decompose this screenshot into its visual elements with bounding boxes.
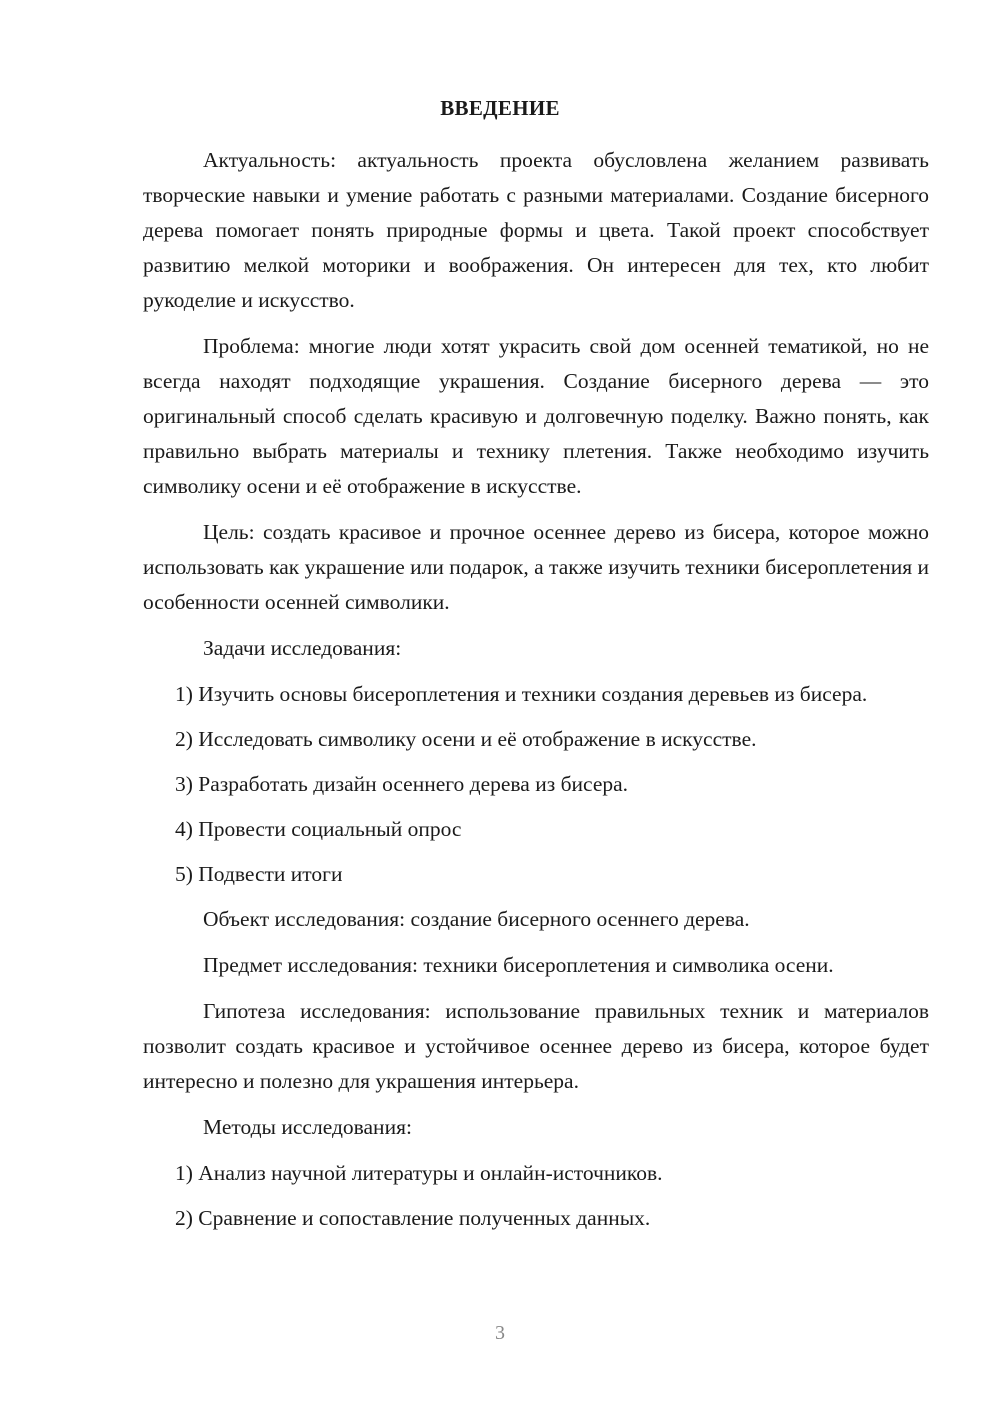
task-item-5: 5) Подвести итоги: [175, 862, 343, 886]
page-number: 3: [495, 1322, 505, 1344]
tasks-list: [143, 677, 929, 892]
paragraph-problem: Проблема: многие люди хотят украсить свой дом осенней тематикой, но не всегда находят подходящие украшения. Создание бисерного дерева — это оригинальный способ сделать красивую и долговечную поделку. Важно понять, как правильно выбрать материалы и технику плетения. Также необходимо изучить символику осени и её отображение в искусстве.: [143, 334, 929, 498]
task-item-3: 3) Разработать дизайн осеннего дерева из бисера.: [175, 772, 629, 796]
task-item-2: 2) Исследовать символику осени и её отображение в искусстве.: [175, 727, 757, 751]
method-item-2: 2) Сравнение и сопоставление полученных данных.: [175, 1206, 651, 1230]
task-item-1: 1) Изучить основы бисероплетения и техники создания деревьев из бисера.: [175, 682, 868, 706]
methods-list: [143, 1156, 929, 1236]
paragraph-subject: Предмет исследования: техники бисероплетения и символика осени.: [203, 953, 834, 977]
methods-heading: Методы исследования:: [203, 1115, 412, 1139]
method-item-1: 1) Анализ научной литературы и онлайн-источников.: [175, 1161, 663, 1185]
section-title: ВВЕДЕНИЕ: [440, 96, 560, 120]
paragraph-object: Объект исследования: создание бисерного осеннего дерева.: [203, 907, 750, 931]
paragraph-goal: Цель: создать красивое и прочное осеннее дерево из бисера, которое можно использовать как украшение или подарок, а также изучить техники бисероплетения и особенности осенней символики.: [143, 520, 929, 614]
paragraph-relevance: Актуальность: актуальность проекта обусловлена желанием развивать творческие навыки и умение работать с разными материалами. Создание бисерного дерева помогает понять природные формы и цвета. Такой проект способствует развитию мелкой моторики и воображения. Он интересен для тех, кто любит рукоделие и искусство.: [143, 148, 929, 312]
document-body: [143, 143, 929, 1246]
task-item-4: 4) Провести социальный опрос: [175, 817, 462, 841]
tasks-heading: Задачи исследования:: [203, 636, 402, 660]
paragraph-hypothesis: Гипотеза исследования: использование правильных техник и материалов позволит создать красивое и устойчивое осеннее дерево из бисера, которое будет интересно и полезно для украшения интерьера.: [143, 999, 929, 1093]
